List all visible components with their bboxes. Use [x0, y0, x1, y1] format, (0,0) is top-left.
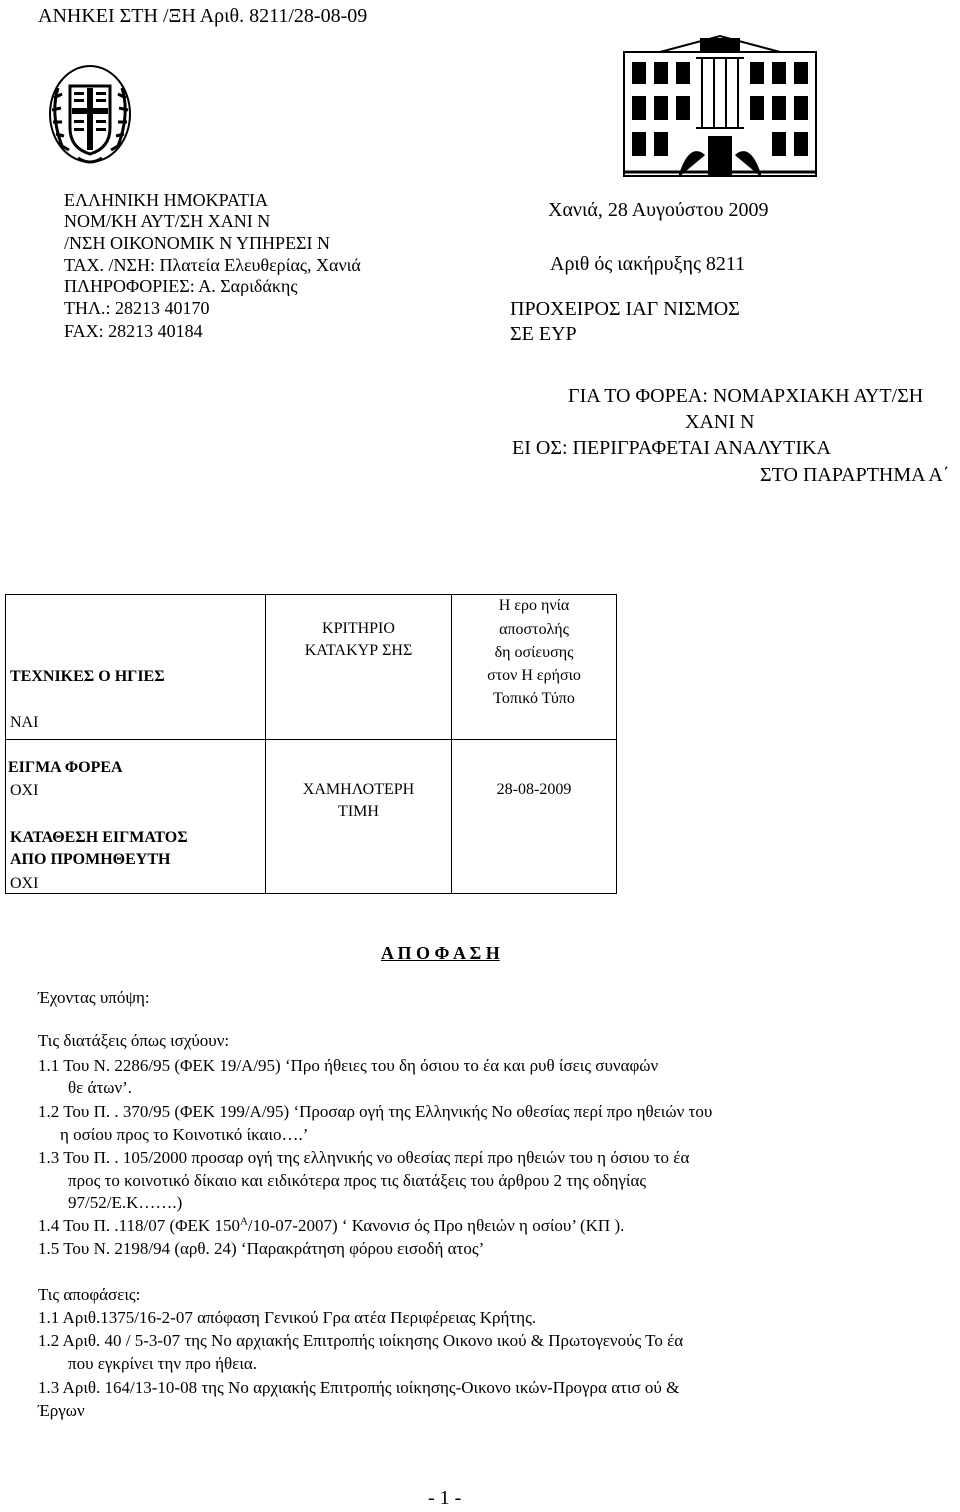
- award-criterion-value: ΧΑΜΗΛΟΤΕΡΗ: [302, 781, 415, 798]
- publication-date-header: στον Η ερήσιο: [487, 667, 581, 684]
- tender-type-line: ΣΕ ΕΥΡ: [510, 323, 577, 345]
- sender-line: ΝΟΜ/ΚΗ ΑΥΤ/ΣΗ ΧΑΝΙ Ν: [64, 211, 271, 231]
- provisions-heading: Τις διατάξεις όπως ισχύουν:: [38, 1031, 230, 1050]
- kind-line: ΕΙ ΟΣ: ΠΕΡΙΓΡΑΦΕΤΑΙ ΑΝΑΛΥΤΙΚΑ: [512, 437, 831, 459]
- sender-line: FAX: 28213 40184: [64, 321, 203, 341]
- header-note: ΑΝΗΚΕΙ ΣΤΗ /ΞΗ Αριθ. 8211/28-08-09: [38, 5, 368, 27]
- provision-line: 1.5 Του Ν. 2198/94 (αρθ. 24) ‘Παρακράτηση φόρου εισοδή ατος’: [38, 1239, 485, 1258]
- provision-line: θε άτων’.: [68, 1078, 133, 1097]
- publication-date-header: δη οσίευσης: [494, 644, 574, 661]
- decision-line: που εγκρίνει την προ ήθεια.: [68, 1354, 258, 1373]
- supplier-sample-value: ΟΧΙ: [10, 875, 39, 892]
- sender-line: ΠΛΗΡΟΦΟΡΙΕΣ: Α. Σαριδάκης: [64, 276, 298, 296]
- technical-specs-value: ΝΑΙ: [10, 714, 39, 731]
- provision-line: η οσίου προς το Κοινοτικό ίκαιο….’: [60, 1125, 309, 1144]
- provision-text: 1.4 Του Π. .118/07 (ΦΕΚ 150: [38, 1216, 240, 1235]
- provision-line: 1.2 Του Π. . 370/95 (ΦΕΚ 199/Α/95) ‘Προσαρ ογή της Ελληνικής Νο οθεσίας περί προ ηθειών του: [38, 1102, 713, 1121]
- superscript: Α: [239, 1215, 248, 1228]
- decision-line: 1.3 Αριθ. 164/13-10-08 της Νο αρχιακής Επιτροπής ιοίκησης-Οικονο ικών-Προγρα ατισ ού &: [38, 1378, 680, 1397]
- technical-specs-header: ΤΕΧΝΙΚΕΣ Ο ΗΓΙΕΣ: [10, 668, 165, 685]
- kind-line: ΣΤΟ ΠΑΡΑΡΤΗΜΑ Α΄: [760, 464, 950, 486]
- decision-title: Α Π Ο Φ Α Σ Η: [381, 943, 500, 963]
- tender-type-line: ΠΡΟΧΕΙΡΟΣ ΙΑΓ ΝΙΣΜΟΣ: [510, 298, 740, 320]
- decision-line: Έργων: [38, 1401, 85, 1420]
- sender-line: ΕΛΛΗΝΙΚΗ ΗΜΟΚΡΑΤΙΑ: [64, 190, 268, 210]
- provision-text: /10-07-2007) ‘ Κανονισ ός Προ ηθειών η οσίου’ (ΚΠ ).: [247, 1216, 625, 1235]
- declaration-number: Αριθ ός ιακήρυξης 8211: [550, 253, 746, 275]
- sender-line: ΤΗΛ.: 28213 40170: [64, 298, 210, 318]
- decisions-heading: Τις αποφάσεις:: [38, 1285, 141, 1304]
- sender-line: ΤΑΧ. /ΝΣΗ: Πλατεία Ελευθερίας, Χανιά: [64, 255, 361, 275]
- provision-line: προς το κοινοτικό δίκαιο και ειδικότερα προς τις διατάξεις του άρθρου 2 της οδηγίας: [68, 1171, 647, 1190]
- supplier-sample-label: ΚΑΤΑΘΕΣΗ ΕΙΓΜΑΤΟΣ: [10, 829, 188, 846]
- provision-line: 97/52/Ε.Κ…….): [68, 1193, 183, 1212]
- publication-date-header: Τοπικό Τύπο: [493, 690, 575, 707]
- award-criterion-header: ΚΑΤΑΚΥΡ ΣΗΣ: [304, 642, 413, 659]
- provision-line: [38, 1215, 624, 1236]
- provision-line: 1.3 Του Π. . 105/2000 προσαρ ογή της ελληνικής νο οθεσίας περί προ ηθειών του η όσιου το έα: [38, 1148, 690, 1167]
- having-in-mind: Έχοντας υπόψη:: [38, 988, 150, 1007]
- agency-sample-value: ΟΧΙ: [10, 782, 39, 799]
- date-line: Χανιά, 28 Αυγούστου 2009: [548, 199, 769, 221]
- provision-line: 1.1 Του Ν. 2286/95 (ΦΕΚ 19/Α/95) ‘Προ ήθειες του δη όσιου το έα και ρυθ ίσεις συναφών: [38, 1056, 659, 1075]
- decision-line: 1.1 Αριθ.1375/16-2-07 απόφαση Γενικού Γρα ατέα Περιφέρειας Κρήτης.: [38, 1308, 537, 1327]
- award-criterion-value: ΤΙΜΗ: [338, 803, 379, 820]
- publication-date-value: 28-08-2009: [496, 781, 572, 798]
- award-criterion-header: ΚΡΙΤΗΡΙΟ: [322, 620, 395, 637]
- agency-sample-label: ΕΙΓΜΑ ΦΟΡΕΑ: [8, 759, 123, 776]
- hellenic-emblem-logo: [40, 58, 140, 170]
- decision-line: 1.2 Αριθ. 40 / 5-3-07 της Νο αρχιακής Επιτροπής ιοίκησης Οικονο ικού & Πρωτογενούς Το έα: [38, 1331, 684, 1350]
- page-number: - 1 -: [428, 1487, 462, 1509]
- sender-block: [64, 189, 268, 208]
- prefecture-building-logo: [620, 32, 820, 182]
- agency-line: ΓΙΑ ΤΟ ΦΟΡΕΑ: ΝΟΜΑΡΧΙΑΚΗ ΑΥΤ/ΣΗ: [568, 385, 924, 407]
- sender-line: /ΝΣΗ ΟΙΚΟΝΟΜΙΚ Ν ΥΠΗΡΕΣΙ Ν: [64, 233, 331, 253]
- publication-date-header: Η ερο ηνία: [498, 597, 570, 614]
- supplier-sample-label: ΑΠΟ ΠΡΟΜΗΘΕΥΤΗ: [10, 851, 171, 868]
- agency-line: ΧΑΝΙ Ν: [685, 411, 755, 433]
- publication-date-header: αποστολής: [499, 621, 569, 638]
